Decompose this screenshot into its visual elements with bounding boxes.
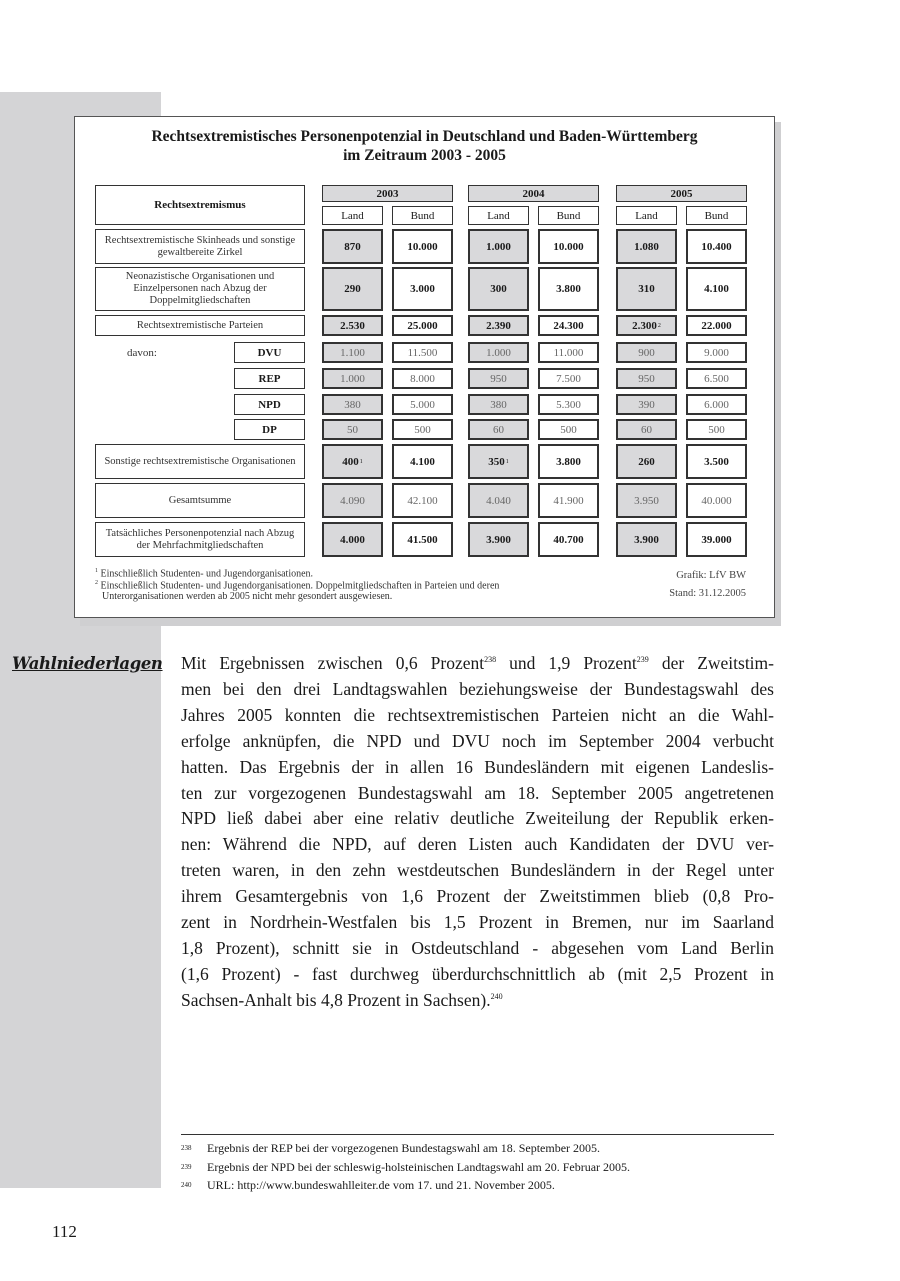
- row-label-sonstige-text: Sonstige rechtsextremistische Organisationen: [104, 455, 296, 467]
- value-land: [616, 267, 677, 311]
- sub-bund: [392, 206, 453, 225]
- row-label-rep: [234, 368, 305, 389]
- figure-credit: Grafik: LfV BW: [676, 570, 746, 581]
- value-land-text: 390: [638, 398, 655, 411]
- value-land: [322, 419, 383, 440]
- value-land-text: 350: [488, 455, 505, 468]
- sub-bund-text: Bund: [704, 209, 729, 222]
- value-bund: [686, 315, 747, 336]
- sub-bund-text: Bund: [556, 209, 581, 222]
- figure-stand: Stand: 31.12.2005: [669, 588, 746, 599]
- sub-land-text: Land: [487, 209, 510, 222]
- value-bund-text: 4.100: [410, 455, 435, 468]
- value-bund-text: 10.000: [553, 240, 584, 253]
- value-bund: [392, 342, 453, 363]
- value-bund: [686, 368, 747, 389]
- value-land-text: 380: [490, 398, 507, 411]
- footnote-239: 239 Ergebnis der NPD bei der schleswig-holsteinischen Landtagswahl am 20. Februar 2005.: [181, 1160, 631, 1174]
- figure-footnote-1: $^1$ Einschließlich Studenten- und Jugendorganisationen.: [95, 568, 314, 580]
- value-land-text: 3.900: [486, 533, 511, 546]
- value-land-text: 50: [347, 423, 358, 436]
- value-land: [468, 315, 529, 336]
- value-land-text: 380: [344, 398, 361, 411]
- value-bund: [392, 315, 453, 336]
- value-bund-text: 7.500: [556, 372, 581, 385]
- body-line: nen: Während die NPD, auf deren Listen auch Kandidaten der DVU ver-: [181, 834, 774, 855]
- year-header: [468, 185, 599, 202]
- value-land: [616, 315, 677, 336]
- figure-footnote-2-cont: Unterorganisationen werden ab 2005 nicht mehr gesondert ausgewiesen.: [102, 591, 393, 602]
- value-land: [468, 229, 529, 264]
- value-land-text: 60: [641, 423, 652, 436]
- value-bund-text: 22.000: [701, 319, 732, 332]
- row-label-dvu-text: DVU: [257, 346, 282, 359]
- value-land-footnote-ref: 1: [359, 458, 363, 465]
- figure-title: Rechtsextremistisches Personenpotenzial in Deutschland und Baden-Württemberg im Zeitraum 2003 - 2005: [151, 128, 698, 164]
- value-land: [322, 315, 383, 336]
- row-label-neonazis: [95, 267, 305, 311]
- sub-land: [322, 206, 383, 225]
- footnote-240: 240 URL: http://www.bundeswahlleiter.de vom 17. und 21. November 2005.: [181, 1178, 555, 1192]
- value-land: [616, 394, 677, 415]
- value-land: [468, 368, 529, 389]
- value-land-text: 4.000: [340, 533, 365, 546]
- value-land: [468, 444, 529, 479]
- value-land-footnote-ref: 2: [657, 322, 661, 329]
- row-label-tatsaechlich: [95, 522, 305, 557]
- value-bund: [538, 315, 599, 336]
- value-bund: [392, 267, 453, 311]
- value-land-text: 300: [490, 283, 507, 295]
- value-land-text: 1.000: [340, 372, 365, 385]
- value-land-text: 950: [490, 372, 507, 385]
- value-bund-text: 3.800: [556, 455, 581, 468]
- value-bund: [538, 267, 599, 311]
- value-bund-text: 6.000: [704, 398, 729, 411]
- value-bund: [392, 444, 453, 479]
- row-label-gesamt: [95, 483, 305, 518]
- body-line: erfolge anknüpfen, die NPD und DVU noch im September 2004 verbucht: [181, 730, 774, 751]
- row-label-sonstige: [95, 444, 305, 479]
- value-land-text: 2.300: [632, 319, 657, 332]
- row-header: [95, 185, 305, 225]
- value-land-text: 2.390: [486, 319, 511, 332]
- value-land-text: 2.530: [340, 319, 365, 332]
- davon-label: davon:: [127, 347, 157, 359]
- row-label-dp: [234, 419, 305, 440]
- value-bund: [538, 368, 599, 389]
- body-line: Sachsen-Anhalt bis 4,8 Prozent in Sachsen).$^{240}$: [181, 989, 503, 1010]
- value-bund: [686, 267, 747, 311]
- row-header-text: Rechtsextremismus: [154, 199, 246, 211]
- value-bund-text: 10.400: [701, 240, 732, 253]
- value-land-text: 3.950: [634, 494, 659, 507]
- value-bund: [538, 229, 599, 264]
- value-bund-text: 3.500: [704, 455, 729, 468]
- value-land: [616, 444, 677, 479]
- sub-land: [468, 206, 529, 225]
- value-land: [322, 483, 383, 518]
- value-land-text: 870: [344, 240, 361, 253]
- body-line: NPD ließ dabei aber eine relativ deutliche Zweiteilung der Republik erken-: [181, 808, 774, 829]
- value-land-text: 400: [342, 455, 359, 468]
- value-bund: [392, 368, 453, 389]
- value-land-text: 1.080: [634, 240, 659, 253]
- value-bund-text: 39.000: [701, 533, 732, 546]
- value-bund-text: 9.000: [704, 346, 729, 359]
- value-land: [468, 394, 529, 415]
- value-bund: [392, 419, 453, 440]
- value-land: [468, 342, 529, 363]
- value-bund: [392, 522, 453, 557]
- row-label-dp-text: DP: [262, 423, 277, 436]
- value-land-text: 1.000: [486, 240, 511, 253]
- body-line: ihrem Gesamtergebnis von 1,6 Prozent der Zweitstimmen blieb (0,8 Pro-: [181, 886, 774, 907]
- value-bund: [686, 394, 747, 415]
- value-land-text: 950: [638, 372, 655, 385]
- value-bund: [538, 394, 599, 415]
- sub-bund-text: Bund: [410, 209, 435, 222]
- body-line: hatten. Das Ergebnis der in allen 16 Bundesländern mit eigenen Landeslis-: [181, 756, 774, 777]
- sub-land: [616, 206, 677, 225]
- value-land: [468, 522, 529, 557]
- row-label-parteien-text: Rechtsextremistische Parteien: [136, 319, 264, 331]
- value-bund-text: 500: [560, 423, 577, 436]
- value-land-text: 260: [638, 455, 655, 468]
- body-line: 1,8 Prozent), schnitt sie in Ostdeutschland - abgesehen vom Land Berlin: [181, 937, 774, 958]
- value-land: [616, 229, 677, 264]
- value-bund: [686, 483, 747, 518]
- row-label-neonazis-text: Neonazistische Organisationen und Einzelpersonen nach Abzug der Doppelmitgliedschaften: [125, 271, 275, 306]
- value-bund: [686, 229, 747, 264]
- value-bund: [392, 483, 453, 518]
- body-line: men bei den drei Landtagswahlen beziehungsweise der Bundestagswahl des: [181, 678, 774, 699]
- value-land-text: 290: [344, 283, 361, 295]
- value-bund-text: 4.100: [704, 283, 729, 295]
- value-land-text: 900: [638, 346, 655, 359]
- value-land: [322, 368, 383, 389]
- year-header-text: 2003: [376, 187, 399, 200]
- page-number: 112: [52, 1222, 77, 1241]
- value-land: [322, 229, 383, 264]
- value-bund: [686, 444, 747, 479]
- value-land-text: 3.900: [634, 533, 659, 546]
- value-land-text: 310: [638, 283, 655, 295]
- value-bund-text: 6.500: [704, 372, 729, 385]
- value-land: [468, 483, 529, 518]
- value-land-text: 60: [493, 423, 504, 436]
- value-bund: [686, 342, 747, 363]
- value-land: [322, 444, 383, 479]
- row-label-skinheads-text: Rechtsextremistische Skinheads und sonstige gewaltbereite Zirkel: [104, 234, 296, 258]
- value-bund-text: 25.000: [407, 319, 438, 332]
- value-bund: [686, 419, 747, 440]
- value-bund-text: 11.000: [553, 346, 584, 359]
- value-bund-text: 40.000: [701, 494, 732, 507]
- body-line: (1,6 Prozent) - fast durchweg überdurchschnittlich ab (mit 2,5 Prozent in: [181, 963, 774, 984]
- row-label-npd-text: NPD: [258, 398, 281, 411]
- body-line: Jahres 2005 konnten die rechtsextremistischen Parteien nicht an die Wahl-: [181, 704, 774, 725]
- value-land: [468, 267, 529, 311]
- value-land: [616, 522, 677, 557]
- footnote-238: 238 Ergebnis der REP bei der vorgezogenen Bundestagswahl am 18. September 2005.: [181, 1141, 601, 1155]
- body-line: zent in Nordrhein-Westfalen bis 1,5 Prozent in Bremen, nur im Saarland: [181, 912, 774, 933]
- year-header: [616, 185, 747, 202]
- body-line: ten zur vorgezogenen Bundestagswahl am 18. September 2005 angetretenen: [181, 782, 774, 803]
- value-land: [616, 419, 677, 440]
- row-label-rep-text: REP: [258, 372, 281, 385]
- value-bund: [538, 419, 599, 440]
- value-land: [322, 267, 383, 311]
- value-land: [616, 342, 677, 363]
- value-bund-text: 8.000: [410, 372, 435, 385]
- value-bund: [392, 229, 453, 264]
- value-land-text: 4.040: [486, 494, 511, 507]
- value-bund-text: 24.300: [553, 319, 584, 332]
- value-land: [322, 522, 383, 557]
- body-paragraph: [181, 651, 774, 1014]
- value-bund-text: 3.800: [556, 283, 581, 295]
- sub-land-text: Land: [635, 209, 658, 222]
- sub-bund: [538, 206, 599, 225]
- row-label-parteien: [95, 315, 305, 336]
- value-land: [616, 368, 677, 389]
- value-land-text: 1.000: [486, 346, 511, 359]
- value-bund: [392, 394, 453, 415]
- value-bund-text: 42.100: [407, 494, 438, 507]
- value-bund-text: 3.000: [410, 283, 435, 295]
- value-bund-text: 500: [708, 423, 725, 436]
- value-land: [616, 483, 677, 518]
- value-bund: [538, 483, 599, 518]
- year-header-text: 2005: [670, 187, 693, 200]
- value-land: [468, 419, 529, 440]
- figure-footnote-2: $^2$ Einschließlich Studenten- und Jugendorganisationen. Doppelmitgliedschaften in Parteien und deren: [95, 580, 500, 592]
- value-bund-text: 10.000: [407, 240, 438, 253]
- margin-heading: Wahlniederlagen: [12, 654, 163, 673]
- year-header-text: 2004: [522, 187, 545, 200]
- value-bund: [686, 522, 747, 557]
- row-label-gesamt-text: Gesamtsumme: [168, 494, 232, 506]
- value-land: [322, 394, 383, 415]
- value-land-text: 1.100: [340, 346, 365, 359]
- body-line: treten waren, in den zehn westdeutschen Bundesländern in der Regel unter: [181, 860, 774, 881]
- value-bund-text: 5.000: [410, 398, 435, 411]
- row-label-dvu: [234, 342, 305, 363]
- value-land-text: 4.090: [340, 494, 365, 507]
- value-bund: [538, 342, 599, 363]
- figure-table: [74, 116, 775, 618]
- row-label-skinheads: [95, 229, 305, 264]
- value-land-footnote-ref: 1: [505, 458, 509, 465]
- value-bund-text: 40.700: [553, 533, 584, 546]
- year-header: [322, 185, 453, 202]
- sub-land-text: Land: [341, 209, 364, 222]
- value-land: [322, 342, 383, 363]
- value-bund-text: 5.300: [556, 398, 581, 411]
- value-bund-text: 41.900: [553, 494, 584, 507]
- value-bund: [538, 444, 599, 479]
- value-bund-text: 500: [414, 423, 431, 436]
- footnote-rule: [181, 1134, 774, 1135]
- row-label-npd: [234, 394, 305, 415]
- value-bund-text: 41.500: [407, 533, 438, 546]
- value-bund-text: 11.500: [407, 346, 438, 359]
- body-line: Mit Ergebnissen zwischen 0,6 Prozent$^{238}$ und 1,9 Prozent$^{239}$ der Zweitstim-: [181, 653, 774, 673]
- value-bund: [538, 522, 599, 557]
- sub-bund: [686, 206, 747, 225]
- row-label-tatsaechlich-text: Tatsächliches Personenpotenzial nach Abzug der Mehrfachmitgliedschaften: [105, 527, 295, 551]
